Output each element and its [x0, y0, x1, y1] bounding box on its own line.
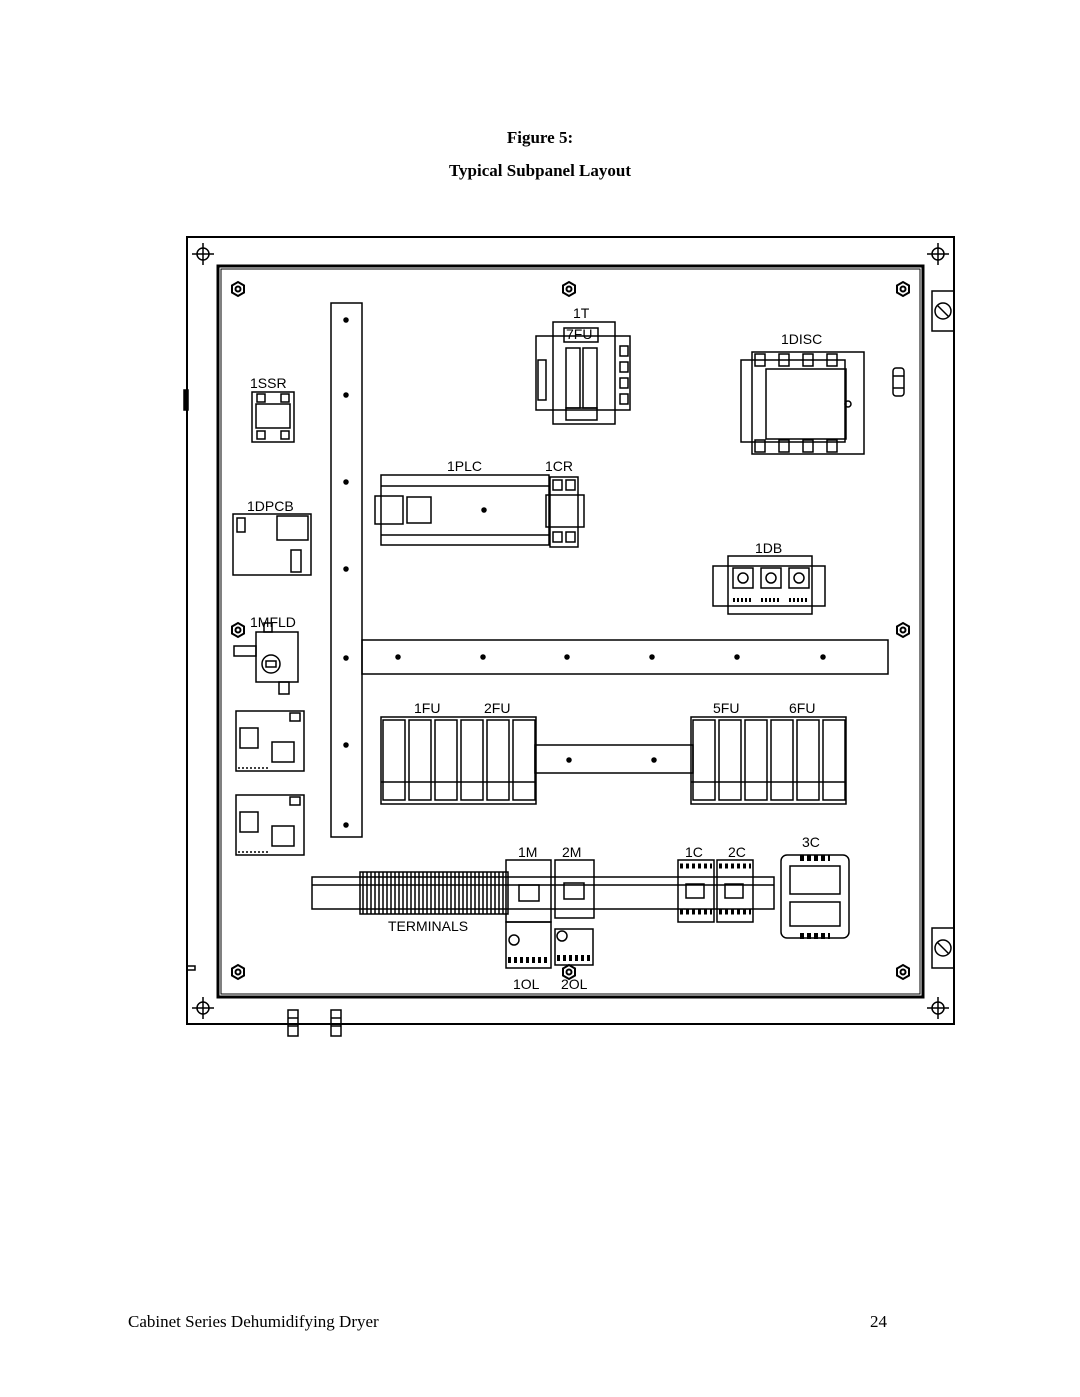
plc-label: 1PLC	[447, 458, 483, 474]
contactor3-label: 3C	[802, 834, 820, 850]
dpcb-label: 1DPCB	[247, 498, 294, 514]
distribution-block	[713, 556, 825, 614]
ground-lug-top	[932, 291, 954, 331]
terminal-strip	[360, 872, 508, 914]
horizontal-wire-duct	[362, 640, 888, 674]
disconnect-switch	[741, 352, 864, 454]
relay-label: 1CR	[545, 458, 574, 474]
hinge-mark	[184, 390, 188, 410]
ssr-label: 1SSR	[250, 375, 287, 391]
fuse1-label: 1FU	[414, 700, 441, 716]
fuse2-label: 2FU	[484, 700, 511, 716]
distribution-block-label: 1DB	[755, 540, 783, 556]
circuit-board-1	[236, 711, 304, 771]
motor-starter-1	[506, 860, 551, 968]
dew-point-circuit-board	[233, 514, 311, 575]
ground-lug-bottom	[932, 928, 954, 968]
overload1-label: 1OL	[513, 976, 540, 992]
contactor1-label: 1C	[685, 844, 703, 860]
fuse5-label: 5FU	[713, 700, 740, 716]
circuit-board-2	[236, 795, 304, 855]
figure-caption: Typical Subpanel Layout	[448, 161, 632, 180]
transformer-label: 1T	[573, 305, 590, 321]
motor-starter-2	[555, 860, 594, 965]
motor-starter1-label: 1M	[518, 844, 538, 860]
mounting-nuts	[232, 282, 909, 979]
control-relay	[546, 477, 584, 547]
subpanel-plate	[218, 266, 923, 997]
contactor-1	[678, 860, 714, 922]
small-fitting	[893, 368, 904, 396]
footer-document-title: Cabinet Series Dehumidifying Dryer	[128, 1312, 379, 1331]
footer-page-number: 24	[870, 1312, 887, 1331]
motor-starter2-label: 2M	[562, 844, 582, 860]
fuse7-label: 7FU	[566, 326, 593, 342]
contactor2-label: 2C	[728, 844, 746, 860]
fuse-block-right	[691, 717, 846, 804]
enclosure-outer	[187, 237, 954, 1024]
fuse6-label: 6FU	[789, 700, 816, 716]
fuse-din-rail	[535, 745, 693, 773]
fuse-block-left	[381, 717, 536, 804]
terminals-label: TERMINALS	[388, 918, 469, 934]
vertical-wire-duct	[331, 303, 362, 837]
disconnect-label: 1DISC	[781, 331, 823, 347]
solid-state-relay	[252, 392, 294, 442]
contactor-2	[717, 860, 753, 922]
contactor-3	[781, 855, 849, 938]
figure-number: Figure 5:	[506, 128, 574, 147]
mfld-label: 1MFLD	[250, 614, 296, 630]
plc-unit	[375, 475, 549, 545]
hinge-mark-bottom	[187, 966, 195, 970]
overload2-label: 2OL	[561, 976, 588, 992]
